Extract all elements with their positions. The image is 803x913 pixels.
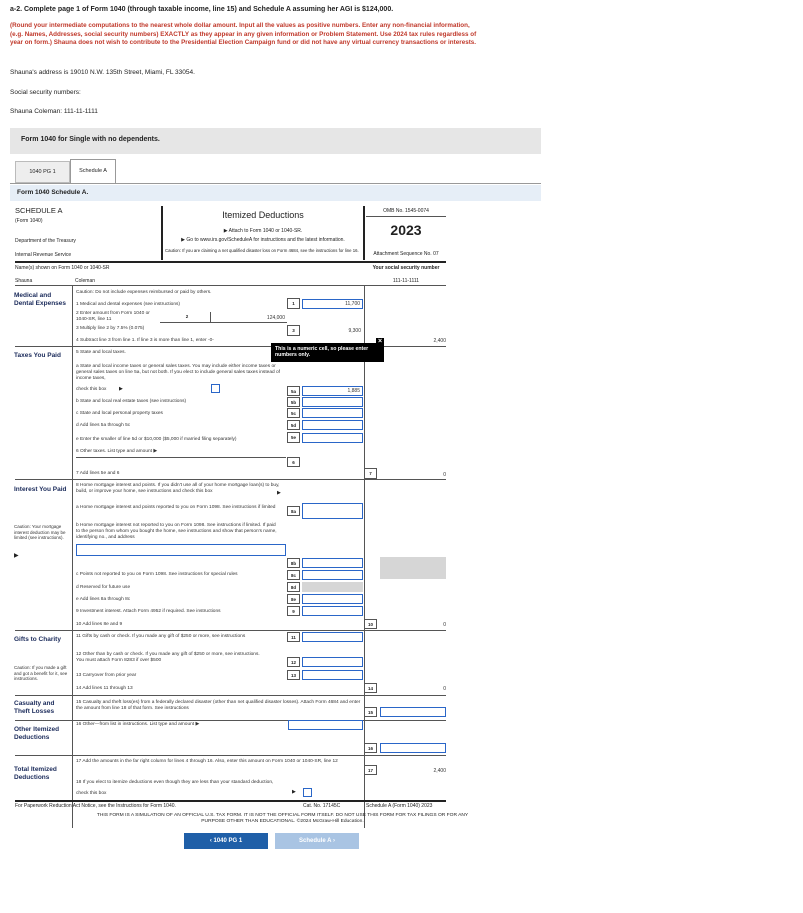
arrow-right-icon: ▶ <box>119 386 123 392</box>
form-title-bar <box>10 185 541 201</box>
caution-top: Caution: If you are claiming a net qualified disaster loss on Form 4684, see the instructions for line 16. <box>165 248 359 253</box>
form-ref: (Form 1040) <box>15 218 43 224</box>
ssn-text: Shauna Coleman: 111-11-1111 <box>10 108 98 115</box>
section-taxes: Taxes You Paid <box>14 352 61 359</box>
header-bottom-line <box>15 261 446 263</box>
sep-casualty <box>15 720 446 721</box>
line-8b-label: b Home mortgage interest not reported to you on Form 1098. See instructions if limited. If paid to the person from whom you bought the home, see instructions and show that person's name, identifying no., and address <box>76 523 277 540</box>
line-16-input[interactable] <box>380 743 446 753</box>
prev-button[interactable] <box>184 833 268 849</box>
line-5b-box: 5b <box>287 397 300 407</box>
line-5e-input[interactable] <box>302 433 363 443</box>
line-8a-label: a Home mortgage interest and points reported to you on Form 1098. See instructions if limited <box>76 505 276 510</box>
ssn-form-value: 111-11-1111 <box>392 278 420 284</box>
line-2-divider <box>210 312 211 322</box>
sep-gifts <box>15 695 446 696</box>
dept-label: Department of the Treasury <box>15 238 76 244</box>
tooltip-text: This is a numeric cell, so please enter numbers only. <box>275 346 369 358</box>
gray-shading <box>380 557 446 579</box>
line-8c-box: 8c <box>287 570 300 580</box>
line-8e-label: e Add lines 8a through 8c <box>76 597 131 602</box>
line-3-label: 3 Multiply line 2 by 7.5% (0.075) <box>76 326 145 331</box>
irs-label: Internal Revenue Service <box>15 252 72 258</box>
line-5-label: 5 State and local taxes. <box>76 350 126 355</box>
paperwork-notice: For Paperwork Reduction Act Notice, see the Instructions for Form 1040. <box>15 803 176 809</box>
line-18-label: 18 If you elect to itemize deductions even though they are less than your standard deduction, <box>76 780 274 785</box>
line-12-label: 12 Other than by cash or check. If you made any gift of $250 or more, see instructions. You must attach Form 8283 if over $500 <box>76 652 260 663</box>
attach-text: ▶ Attach to Form 1040 or 1040-SR. <box>223 228 303 234</box>
line-5c-input[interactable] <box>302 408 363 418</box>
line-11-label: 11 Gifts by cash or check. If you made any gift of $250 or more, see instructions <box>76 634 246 639</box>
line-2-value-underline <box>210 322 287 323</box>
chevron-right-icon: › <box>331 838 335 844</box>
section-total: Total Itemized Deductions <box>14 766 57 781</box>
line-3-value: 9,300 <box>348 328 361 334</box>
line-6-underline <box>76 457 286 458</box>
name-label: Name(s) shown on Form 1040 or 1040-SR <box>15 265 110 271</box>
line-11-input[interactable] <box>302 632 363 642</box>
sep-total <box>15 800 446 802</box>
line-10-value: 0 <box>443 622 446 628</box>
form-title: Form 1040 Schedule A. <box>17 189 89 196</box>
line-6-box: 6 <box>287 457 300 467</box>
line-3-box: 3 <box>287 325 300 336</box>
line-8d-box: 8d <box>287 582 300 592</box>
line-8a-input[interactable] <box>302 503 363 519</box>
line-11-box: 11 <box>287 632 300 642</box>
goto-text: ▶ Go to www.irs.gov/ScheduleA for instructions and the latest information. <box>181 237 345 243</box>
line-14-value: 0 <box>443 686 446 692</box>
itemize-checkbox[interactable] <box>303 788 312 797</box>
line-5c-label: c State and local personal property taxes <box>76 411 163 416</box>
line-2-underline <box>160 322 210 323</box>
first-name-value: Shauna <box>15 278 33 284</box>
caution-medical: Caution: Do not include expenses reimbursed or paid by others. <box>76 290 212 295</box>
next-button[interactable] <box>275 833 359 849</box>
close-icon[interactable]: × <box>377 338 383 345</box>
disclaimer-line-1: THIS FORM IS A SIMULATION OF AN OFFICIAL U.S. TAX FORM. IT IS NOT THE OFFICIAL FORM ITSELF. DO NOT USE THIS FORM FOR TAX FILINGS OR FOR ANY <box>96 813 469 818</box>
line-16-type-input[interactable] <box>288 720 363 730</box>
omb-line <box>366 216 446 217</box>
numeric-tooltip <box>271 343 384 362</box>
line-16-box: 16 <box>364 743 377 753</box>
sales-tax-checkbox[interactable] <box>211 384 220 393</box>
line-9-label: 9 Investment interest. Attach Form 4952 if required. See instructions <box>76 609 221 614</box>
line-5e-label: e Enter the smaller of line 5d or $10,000 ($5,000 if married filing separately) <box>76 437 237 442</box>
sep-taxes <box>15 479 446 480</box>
cat-number: Cat. No. 17145C <box>303 803 341 809</box>
line-8d-gray <box>302 582 363 592</box>
arrow-right-icon-8: ▶ <box>277 490 281 496</box>
line-7-box: 7 <box>364 468 377 479</box>
panel-title: Form 1040 for Single with no dependents. <box>21 136 160 143</box>
last-name-value: Coleman <box>75 278 96 284</box>
prev-button-label: 1040 PG 1 <box>213 838 243 844</box>
line-5b-label: b State and local real estate taxes (see instructions) <box>76 399 187 404</box>
line-15-label: 15 Casualty and theft loss(es) from a federally declared disaster (other than net qualified disaster losses). Attach Form 4684 and enter the amount from line 18 of that form. See instructions <box>76 700 361 711</box>
line-8c-label: c Points not reported to you on Form 1098. See instructions for special rules <box>76 572 238 577</box>
line-13-input[interactable] <box>302 670 363 680</box>
line-8a-box: 8a <box>287 506 300 516</box>
tax-year: 2023 <box>390 222 422 238</box>
section-casualty: Casualty and Theft Losses <box>14 700 55 715</box>
chevron-left-icon: ‹ <box>209 838 214 844</box>
section-interest: Interest You Paid <box>14 486 67 493</box>
line-1-label: 1 Medical and dental expenses (see instructions) <box>76 302 180 307</box>
sep-other <box>15 755 446 756</box>
line-18-check-label: check this box <box>76 791 107 796</box>
section-col-divider <box>72 285 73 828</box>
main-title: Itemized Deductions <box>222 210 304 220</box>
line-5e-box: 5e <box>287 432 300 443</box>
footer-schedule: Schedule A (Form 1040) 2023 <box>366 803 433 809</box>
line-5a-label: a State and local income taxes or general sales taxes. You may include either income taxes or general sales taxes on line 5a, but not both. If you elect to include general sales taxes instead of income taxes, <box>76 364 280 381</box>
ssn-form-label: Your social security number <box>372 265 440 271</box>
ssn-label: Social security numbers: <box>10 89 81 96</box>
attachment-seq: Attachment Sequence No. 07 <box>373 251 439 257</box>
schedule-label: SCHEDULE A <box>15 206 63 215</box>
line-5a-box: 5a <box>287 386 300 396</box>
line-8b-box: 8b <box>287 558 300 568</box>
section-other: Other Itemized Deductions <box>14 726 60 741</box>
tab-schedule-a[interactable]: Schedule A <box>70 159 116 183</box>
line-5a-input[interactable]: 1,885 <box>302 386 363 396</box>
line-5d-label: d Add lines 5a through 5c <box>76 423 131 428</box>
disclaimer-line-2: PURPOSE OTHER THAN EDUCATIONAL. ©2024 McGraw-Hill Education. <box>201 819 364 824</box>
disclaimer <box>15 813 550 825</box>
line-8b-input[interactable] <box>302 558 363 568</box>
line-9-input[interactable] <box>302 606 363 616</box>
line-4-label: 4 Subtract line 3 from line 1. If line 3 is more than line 1, enter -0- <box>76 338 214 343</box>
line-7-label: 7 Add lines 5e and 6 <box>76 471 120 476</box>
line-15-input[interactable] <box>380 707 446 717</box>
line-8c-input[interactable] <box>302 570 363 580</box>
tab-underline <box>10 183 541 184</box>
line-8b-name-input[interactable] <box>76 544 286 556</box>
line-13-label: 13 Carryover from prior year <box>76 673 137 678</box>
line-5c-box: 5c <box>287 408 300 418</box>
omb-number: OMB No. 1545-0074 <box>383 208 429 214</box>
line-17-box: 17 <box>364 765 377 775</box>
line-12-input[interactable] <box>302 657 363 667</box>
line-17-value: 2,400 <box>433 768 446 774</box>
gifts-caution: Caution: If you made a gift and got a benefit for it, see instructions. <box>14 665 68 681</box>
line-8d-label: d Reserved for future use <box>76 585 131 590</box>
section-medical: Medical and Dental Expenses <box>14 292 67 307</box>
line-17-label: 17 Add the amounts in the far right column for lines 4 through 16. Also, enter this amount on Form 1040 or 1040-SR, line 12 <box>76 759 338 764</box>
line-8-label: 8 Home mortgage interest and points. If you didn't use all of your home mortgage loan(s) to buy, build, or improve your home, see instructions and check this box <box>76 483 280 494</box>
line-9-box: 9 <box>287 606 300 616</box>
line-2-value: 124,000 <box>266 315 285 321</box>
arrow-icon: ▶ <box>14 553 19 559</box>
header-divider-right <box>363 206 365 260</box>
line-14-label: 14 Add lines 11 through 13 <box>76 686 133 691</box>
tab-1040-pg1[interactable]: 1040 PG 1 <box>15 161 70 183</box>
tab-bar <box>10 159 541 183</box>
line-15-box: 15 <box>364 707 377 717</box>
line-13-box: 13 <box>287 670 300 680</box>
line-5b-input[interactable] <box>302 397 363 407</box>
sep-interest <box>15 630 446 631</box>
line-12-box: 12 <box>287 657 300 667</box>
line-10-box: 10 <box>364 619 377 629</box>
line-6-label: 6 Other taxes. List type and amount ▶ <box>76 449 158 454</box>
section-gifts: Gifts to Charity <box>14 636 61 643</box>
line-7-value: 0 <box>443 472 446 478</box>
line-5a-check-label: check this box <box>76 387 107 392</box>
address-text: Shauna's address is 19010 N.W. 135th Street, Miami, FL 33054. <box>10 69 195 76</box>
question-title: a-2. Complete page 1 of Form 1040 (through taxable income, line 15) and Schedule A assuming her AGI is $124,000. <box>10 6 394 13</box>
name-row-line <box>15 285 446 286</box>
line-4-value: 2,400 <box>433 338 446 344</box>
line-5d-box: 5d <box>287 420 300 430</box>
line-14-box: 14 <box>364 683 377 693</box>
line-16-label: 16 Other—from list in instructions. List type and amount ▶ <box>76 722 200 727</box>
line-2-label: 2 Enter amount from Form 1040 or 1040-SR, line 11 <box>76 311 150 322</box>
arrow-right-icon-18: ▶ <box>292 789 296 795</box>
next-button-label: Schedule A <box>299 838 332 844</box>
interest-caution: Caution: Your mortgage interest deduction may be limited (see instructions). <box>14 524 66 540</box>
line-5d-input[interactable] <box>302 420 363 430</box>
line-1-box: 1 <box>287 298 300 309</box>
line-8e-input[interactable] <box>302 594 363 604</box>
instructions-text: (Round your intermediate computations to the nearest whole dollar amount. Input all the values as positive numbers. Enter any non-financial information, (e.g. Names, Addresses, social security numbers) EXACTLY as they appear in any given information or Problem Statement. Use 2024 tax rules regardless of year on form.) Shauna does not wish to contribute to the Presidential Election Campaign fund or did not have any virtual currency transactions or interests. <box>10 22 477 46</box>
line-10-label: 10 Add lines 8e and 9 <box>76 622 123 627</box>
line-8e-box: 8e <box>287 594 300 604</box>
line-2-box: 2 <box>178 312 196 322</box>
line-1-input[interactable]: 11,700 <box>302 299 363 309</box>
